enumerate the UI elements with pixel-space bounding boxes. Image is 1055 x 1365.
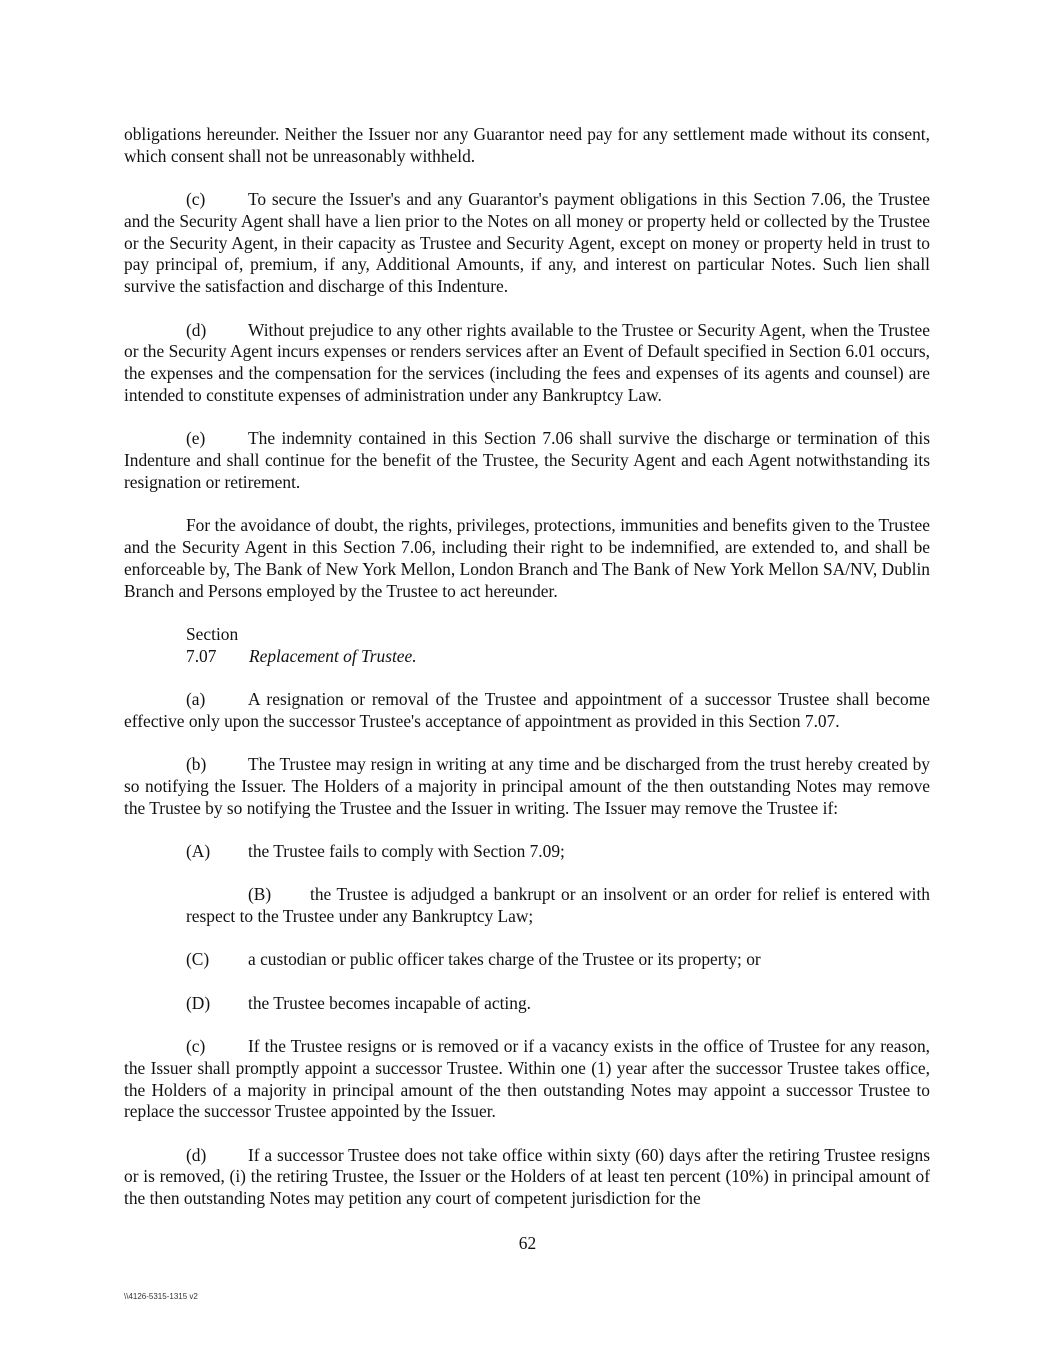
clause-text: the Trustee fails to comply with Section 7.09; — [248, 840, 565, 861]
document-page — [124, 124, 930, 1231]
paragraph-text: Without prejudice to any other rights available to the Trustee or Security Agent, when the Trustee or the Security Agent incurs expenses or renders services after an Event of Default specified in Section 6.01 occurs, the expenses and the compensation for the services (including the fees and expenses of its agents and counsel) are intended to constitute expenses of administration under any Bankruptcy Law. — [124, 319, 930, 405]
paragraph-text: The Trustee may resign in writing at any time and be discharged from the trust hereby created by so notifying the Issuer. The Holders of a majority in principal amount of the then outstanding Notes may remove the Trustee by so notifying the Trustee and the Issuer in writing. The Issuer may remove the Trustee if: — [124, 754, 930, 818]
document-id: \\4126-5315-1315 v2 — [124, 1292, 198, 1301]
paragraph-label: (b) — [186, 754, 207, 775]
paragraph-label: (c) — [186, 1035, 206, 1056]
clause-text: a custodian or public officer takes charge of the Trustee or its property; or — [248, 949, 761, 970]
section-number: Section 7.07 — [186, 623, 239, 666]
clause-c — [124, 949, 930, 971]
paragraph-b-resign-writing — [124, 754, 930, 819]
paragraph-d-successor — [124, 1145, 930, 1210]
paragraph-label: (a) — [186, 688, 206, 709]
paragraph-text: If a successor Trustee does not take office within sixty (60) days after the retiring Trustee resigns or is removed, (i) the retiring Trustee, the Issuer or the Holders of at least ten percent (10%) in principal amount of the then outstanding Notes may petition any court of competent jurisdiction for the — [124, 1144, 930, 1209]
page-number: 62 — [518, 1233, 537, 1253]
clause-b — [124, 884, 930, 928]
paragraph-continuation: obligations hereunder. Neither the Issuer nor any Guarantor need pay for any settlement made without its consent, which consent shall not be unreasonably withheld. — [124, 124, 930, 166]
paragraph-label: (e) — [186, 428, 206, 449]
paragraph-e-indemnity — [124, 428, 930, 493]
clause-d — [124, 993, 930, 1015]
paragraph-label: (d) — [186, 319, 207, 340]
clause-text: the Trustee is adjudged a bankrupt or an insolvent or an order for relief is entered with respect to the Trustee under any Bankruptcy Law; — [186, 884, 930, 927]
paragraph-text: The indemnity contained in this Section 7.06 shall survive the discharge or termination of this Indenture and shall continue for the benefit of the Trustee, the Security Agent and each Agent notwithstanding its resignation or retirement. — [124, 428, 930, 492]
paragraph-avoidance-of-doubt: For the avoidance of doubt, the rights, privileges, protections, immunities and benefits given to the Trustee and the Security Agent in this Section 7.06, including their right to be indemnified, are extended to, and shall be enforceable by, The Bank of New York Mellon, London Branch and The Bank of New York Mellon SA/NV, Dublin Branch and Persons employed by the Trustee to act hereunder. — [124, 515, 930, 601]
paragraph-c-vacancy — [124, 1036, 930, 1123]
paragraph-label: (c) — [186, 189, 206, 210]
paragraph-label: (d) — [186, 1144, 207, 1165]
paragraph-text: A resignation or removal of the Trustee and appointment of a successor Trustee shall become effective only upon the successor Trustee's acceptance of appointment as provided in this Section 7.07. — [124, 688, 930, 731]
clause-a — [124, 841, 930, 863]
paragraph-text: If the Trustee resigns or is removed or if a vacancy exists in the office of Trustee for any reason, the Issuer shall promptly appoint a successor Trustee. Within one (1) year after the successor Trustee takes office, the Holders of a majority in principal amount of the then outstanding Notes may appoint a successor Trustee to replace the successor Trustee appointed by the Issuer. — [124, 1035, 930, 1122]
paragraph-text: To secure the Issuer's and any Guarantor's payment obligations in this Section 7.06, the Trustee and the Security Agent shall have a lien prior to the Notes on all money or property held or collected by the Trustee or the Security Agent, in their capacity as Trustee and Security Agent, except on money or property held in trust to pay principal of, premium, if any, Additional Amounts, if any, and interest on particular Notes. Such lien shall survive the satisfaction and discharge of this Indenture. — [124, 189, 930, 297]
clause-label: (B) — [248, 884, 272, 905]
clause-label: (A) — [186, 840, 211, 861]
paragraph-a-resignation — [124, 689, 930, 733]
section-heading — [124, 624, 930, 668]
clause-text: the Trustee becomes incapable of acting. — [248, 992, 531, 1013]
clause-label: (C) — [186, 949, 210, 970]
clause-label: (D) — [186, 992, 211, 1013]
paragraph-c-lien — [124, 189, 930, 298]
paragraph-d-expenses — [124, 320, 930, 407]
section-title: Replacement of Trustee. — [249, 645, 417, 666]
